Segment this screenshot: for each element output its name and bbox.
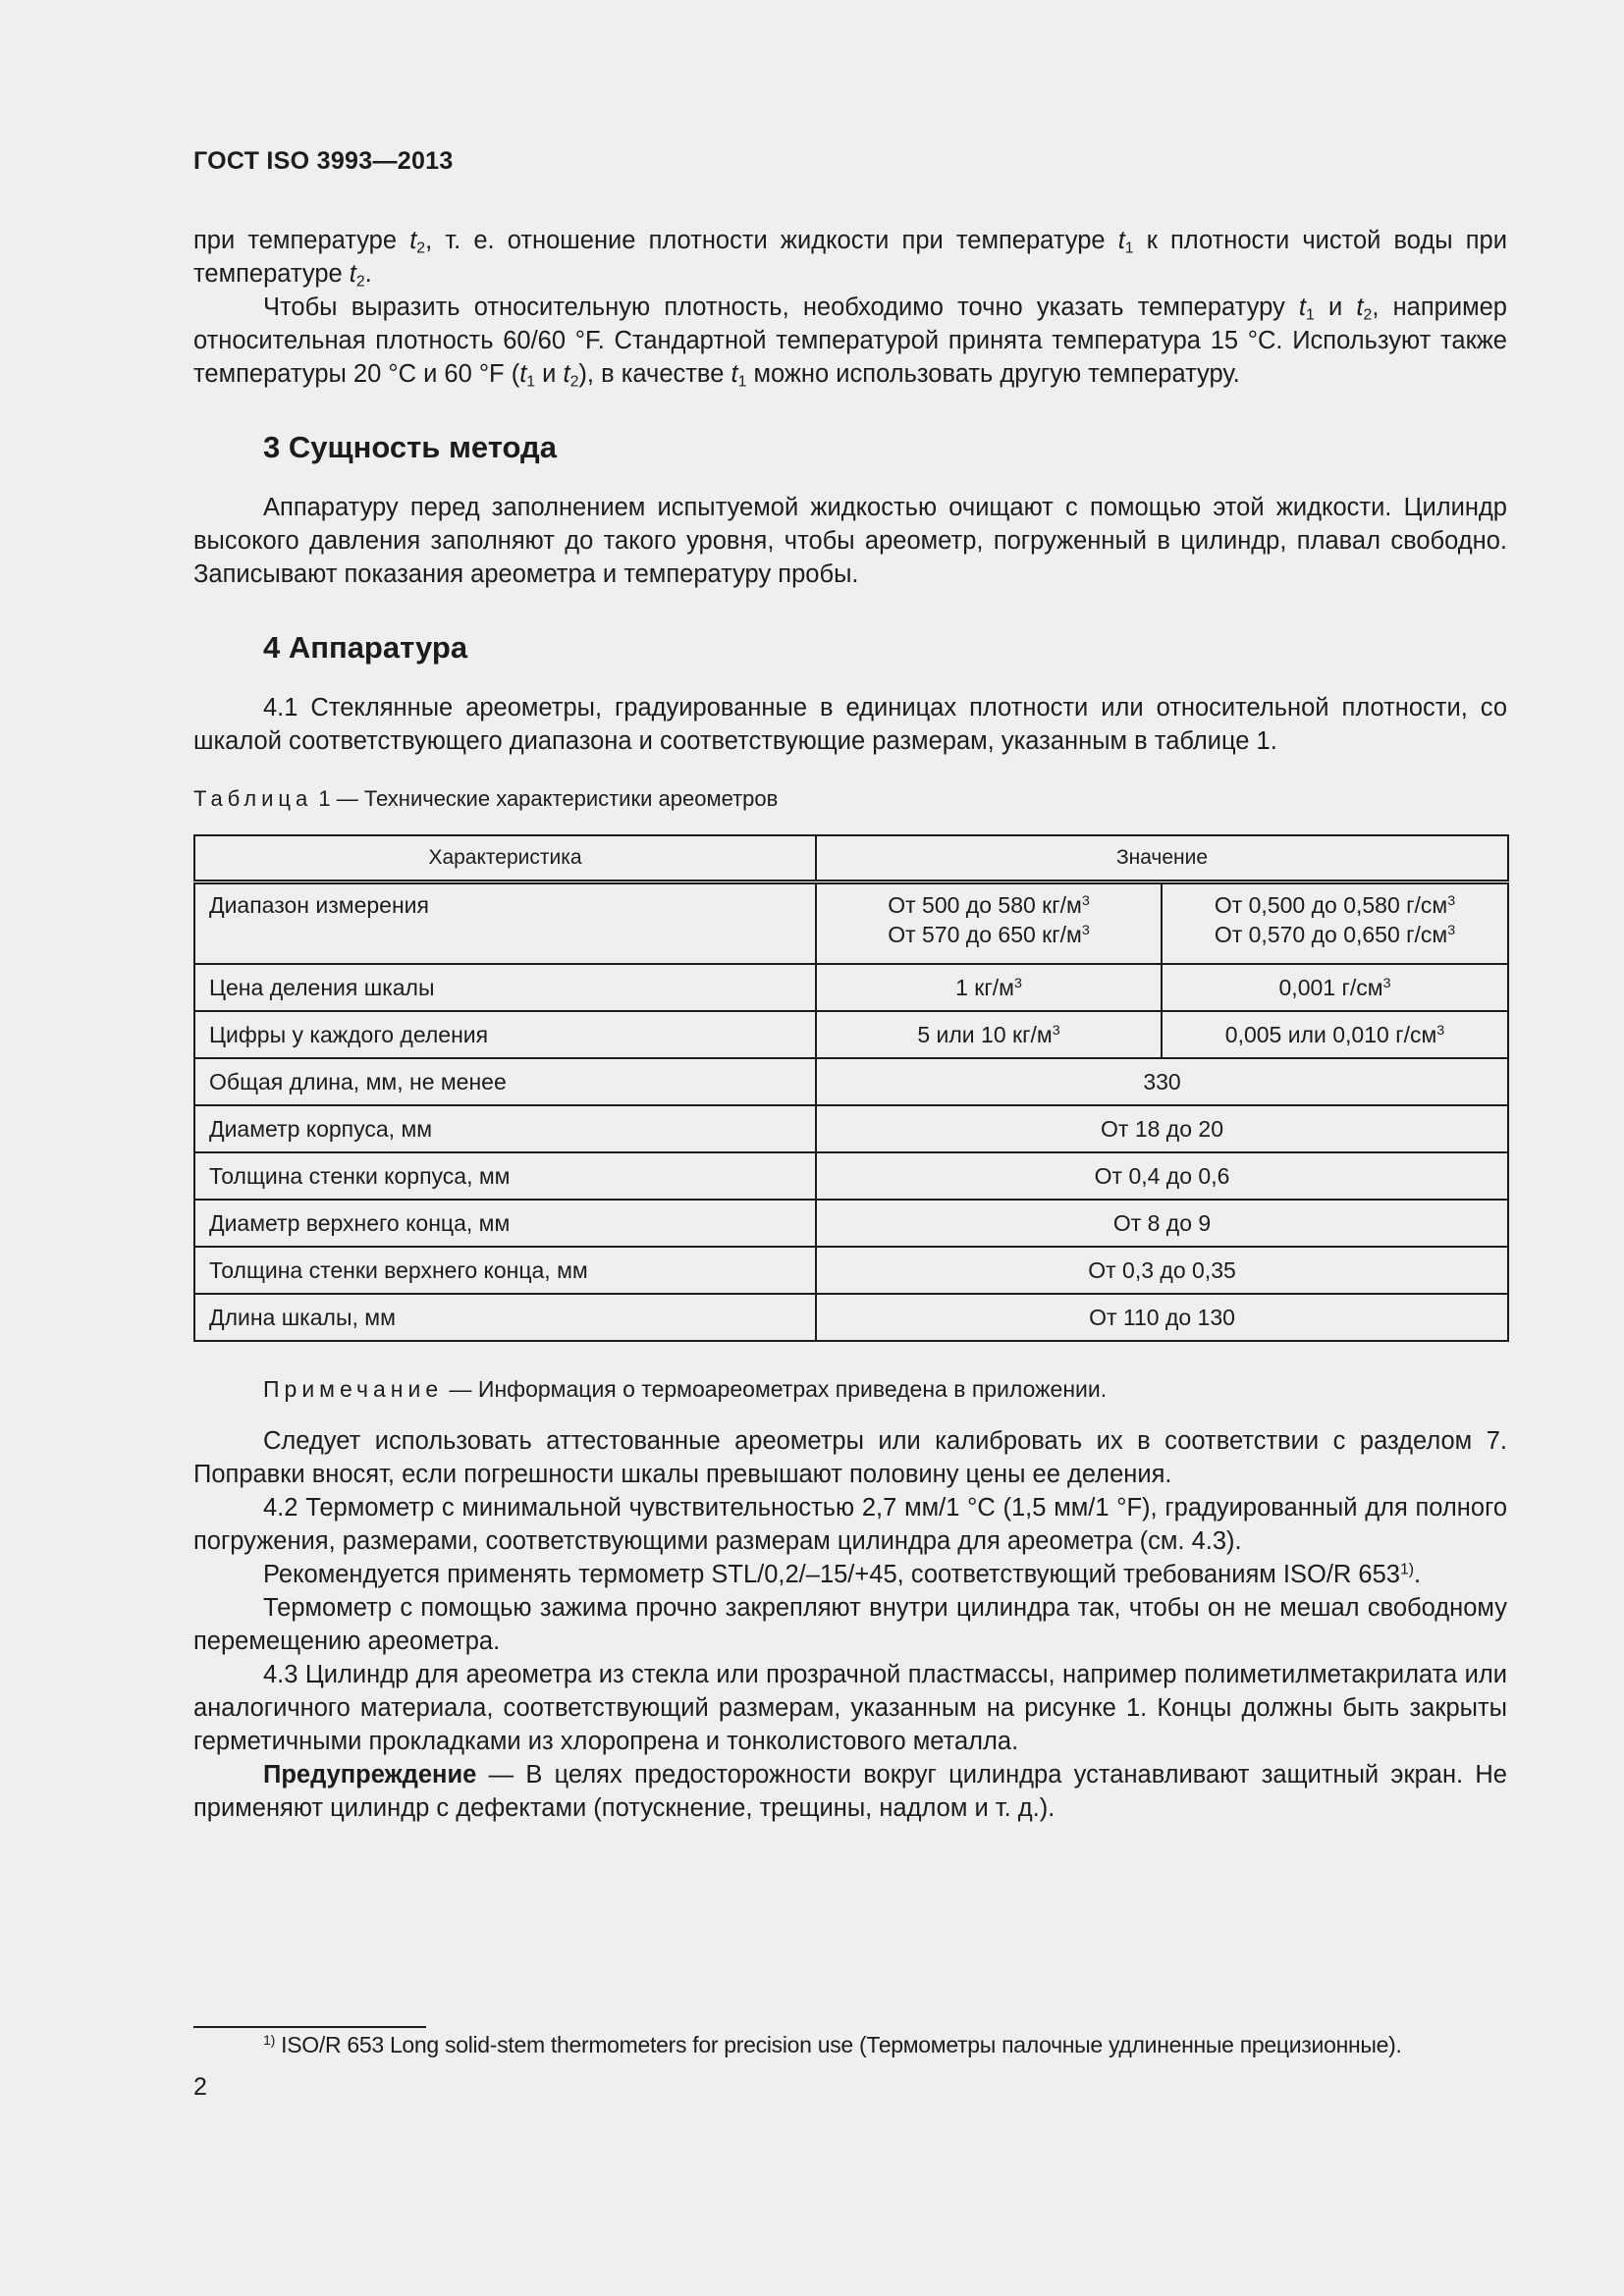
row-value: От 0,4 до 0,6 [816, 1152, 1508, 1200]
section-3-title: 3 Сущность метода [263, 430, 557, 464]
footnote-divider [193, 2026, 426, 2028]
table-note: Примечание — Информация о термоареометрах приведена в приложении. [263, 1376, 1108, 1402]
header-characteristic: Характеристика [194, 835, 816, 882]
table-row [194, 1200, 1508, 1247]
header-value: Значение [816, 835, 1508, 882]
footnote: $^{1)}$ ISO/R 653 Long solid-stem thermometers for precision use (Термометры палочные удлиненные прецизионные). [263, 2032, 1402, 2057]
table-row [194, 1152, 1508, 1200]
table-row [194, 1105, 1508, 1152]
apparatus-text: Следует использовать аттестованные ареометры или калибровать их в соответствии с разделом 7. Поправки вносят, если погрешности шкалы превышают половину цены ее деления. 4.2 Термометр с минимальной чувствительностью 2,7 мм/1 °C (1,5 мм/1 °F), градуированный для полного погружения, размерами, соответствующими размерам цилиндра для ареометра (см. 4.3). Рекомендуется применять термометр STL/0,2/–15/+45, соответствующий требованиям ISO/R 653$^{1)}$. Термометр с помощью зажима прочно закрепляют внутри цилиндра так, чтобы он не мешал свободному перемещению ареометра. 4.3 Цилиндр для ареометра из стекла или прозрачной пластмассы, например полиметилметакрилата или аналогичного материала, соответствующий размерам, указанным на рисунке 1. Концы должны быть закрыты герметичными прокладками из хлоропрена и тонколистового металла. Предупреждение — В целях предосторожности вокруг цилиндра устанавливают защитный экран. Не применяют цилиндр с дефектами (потускнение, трещины, надлом и т. д.). [193, 1424, 1507, 1825]
row-value: От 18 до 20 [816, 1105, 1508, 1152]
row-label: Цена деления шкалы [194, 964, 816, 1011]
row-label: Толщина стенки корпуса, мм [194, 1152, 816, 1200]
row-value: От 110 до 130 [816, 1294, 1508, 1341]
row-label: Толщина стенки верхнего конца, мм [194, 1247, 816, 1294]
hydrometer-spec-table [193, 834, 1509, 1342]
row-label: Диаметр корпуса, мм [194, 1105, 816, 1152]
warning-label: Предупреждение [263, 1761, 477, 1789]
row-label: Диапазон измерения [194, 882, 816, 965]
page-number: 2 [193, 2073, 207, 2101]
row-label: Цифры у каждого деления [194, 1011, 816, 1058]
row-label: Длина шкалы, мм [194, 1294, 816, 1341]
intro-paragraph-2: Чтобы выразить относительную плотность, необходимо точно указать температуру $t_1$ и $t_2$, например относительная плотность 60/60 °F. Стандартной температурой принята температура 15 °C. Используют также температуры 20 °C и 60 °F ($t_1$ и $t_2$), в качестве $t_1$ можно использовать другую температуру. [193, 294, 1507, 391]
table-row [194, 1011, 1508, 1058]
table-header-row [194, 835, 1508, 882]
table-caption: Таблица 1 — Технические характеристики ареометров [193, 786, 779, 811]
document-header: ГОСТ ISO 3993—2013 [193, 147, 454, 175]
row-label: Общая длина, мм, не менее [194, 1058, 816, 1105]
digits-kg-cell: 5 или 10 $кг/м^3$ [816, 1011, 1162, 1058]
table-row [194, 1058, 1508, 1105]
section-4-title: 4 Аппаратура [263, 630, 468, 665]
warning-paragraph: Предупреждение — В целях предосторожности вокруг цилиндра устанавливают защитный экран. Не применяют цилиндр с дефектами (потускнение, трещины, надлом и т. д.). [193, 1761, 1507, 1822]
intro-text [193, 224, 1507, 391]
row-value: От 0,3 до 0,35 [816, 1247, 1508, 1294]
row-value: 330 [816, 1058, 1508, 1105]
range-g-cell: От 0,500 до 0,580 $г/см^3$ От 0,570 до 0,650 $г/см^3$ [1162, 882, 1508, 965]
table-row [194, 964, 1508, 1011]
division-kg-cell: 1 $кг/м^3$ [816, 964, 1162, 1011]
table-row [194, 882, 1508, 965]
row-value: От 8 до 9 [816, 1200, 1508, 1247]
row-label: Диаметр верхнего конца, мм [194, 1200, 816, 1247]
table-row [194, 1294, 1508, 1341]
intro-paragraph-1: при температуре $t_2$, т. е. отношение плотности жидкости при температуре $t_1$ к плотности чистой воды при температуре $t_2$. [193, 227, 1507, 291]
table-row [194, 1247, 1508, 1294]
division-g-cell: 0,001 $г/см^3$ [1162, 964, 1508, 1011]
section-4-1-text: 4.1 Стеклянные ареометры, градуированные в единицах плотности или относительной плотности, со шкалой соответствующего диапазона и соответствующие размерам, указанным в таблице 1. [193, 694, 1507, 755]
digits-g-cell: 0,005 или 0,010 $г/см^3$ [1162, 1011, 1508, 1058]
range-kg-cell: От 500 до 580 $кг/м^3$ От 570 до 650 $кг/м^3$ [816, 882, 1162, 965]
section-3-text: Аппаратуру перед заполнением испытуемой жидкостью очищают с помощью этой жидкости. Цилиндр высокого давления заполняют до такого уровня, чтобы ареометр, погруженный в цилиндр, плавал свободно. Записывают показания ареометра и температуру пробы. [193, 494, 1507, 588]
